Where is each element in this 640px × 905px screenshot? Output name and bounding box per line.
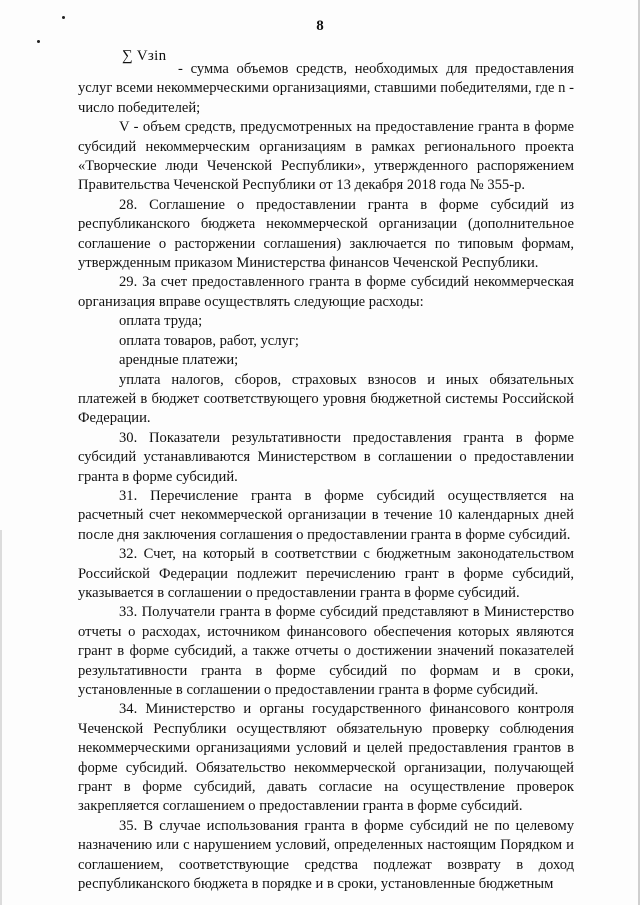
paragraph: 30. Показатели результативности предоставления гранта в форме субсидий устанавливаются Министерством в соглашении о предоставлении гранта в форме субсидий. [78, 429, 574, 485]
paragraph: 29. За счет предоставленного гранта в форме субсидий некоммерческая организация вправе осуществлять следующие расходы: [78, 274, 574, 310]
document-body [78, 60, 574, 894]
paragraph: арендные платежи; [119, 352, 239, 369]
paragraph: оплата товаров, работ, услуг; [119, 332, 299, 349]
paragraph: - сумма объемов средств, необходимых для предоставления услуг всеми некоммерческими организациями, ставшими победителями, где n - число победителей; [78, 61, 574, 116]
paragraph: 33. Получатели гранта в форме субсидий представляют в Министерство отчеты о расходах, источником финансового обеспечения которых являются грант в форме субсидий, а также отчеты о достижении значений показателей результативности гранта в форме субсидий по формам и в сроки, установленные в соглашении о предоставлении гранта в форме субсидий. [78, 604, 574, 698]
page-number: 8 [316, 18, 324, 34]
paragraph: 31. Перечисление гранта в форме субсидий осуществляется на расчетный счет некоммерческой организации в течение 10 календарных дней после дня заключения соглашения о предоставлении гранта в форме субсидий. [78, 487, 574, 543]
paragraph: 32. Счет, на который в соответствии с бюджетным законодательством Российской Федерации подлежит перечислению грант в форме субсидий, указывается в соглашении о предоставлении гранта в форме субсидий. [78, 546, 574, 601]
paragraph: 28. Соглашение о предоставлении гранта в форме субсидий из республиканского бюджета некоммерческой организации (дополнительное соглашение о расторжении соглашения) заключается по типовым формам, утвержденным приказом Министерства финансов Чеченской Республики. [78, 196, 574, 272]
scan-edge [0, 530, 2, 905]
formula-sum: ∑ Vзin [122, 48, 167, 64]
scan-dot [37, 40, 40, 43]
paragraph: оплата труда; [119, 313, 203, 330]
paragraph: V - объем средств, предусмотренных на предоставление гранта в форме субсидий некоммерческим организациям в рамках регионального проекта «Творческие люди Чеченской Республики», утвержденного распоряжением Правительства Чеченской Республики от 13 декабря 2018 года № 355-р. [78, 119, 574, 194]
paragraph: 35. В случае использования гранта в форме субсидий не по целевому назначению или с нарушением условий, определенных настоящим Порядком и соглашением, соответствующие средства подлежат возврату в доход республиканского бюджета в порядке и в сроки, установленные бюджетным [78, 817, 574, 893]
paragraph: 34. Министерство и органы государственного финансового контроля Чеченской Республики осуществляют обязательную проверку соблюдения некоммерческими организациями условий и целей предоставления грантов в форме субсидий. Обязательство некоммерческой организации, получающей грант в форме субсидий, давать согласие на осуществление проверок закрепляется соглашением о предоставлении гранта в форме субсидий. [78, 701, 574, 815]
paragraph: уплата налогов, сборов, страховых взносов и иных обязательных платежей в бюджет соответствующего уровня бюджетной системы Российской Федерации. [78, 371, 574, 427]
